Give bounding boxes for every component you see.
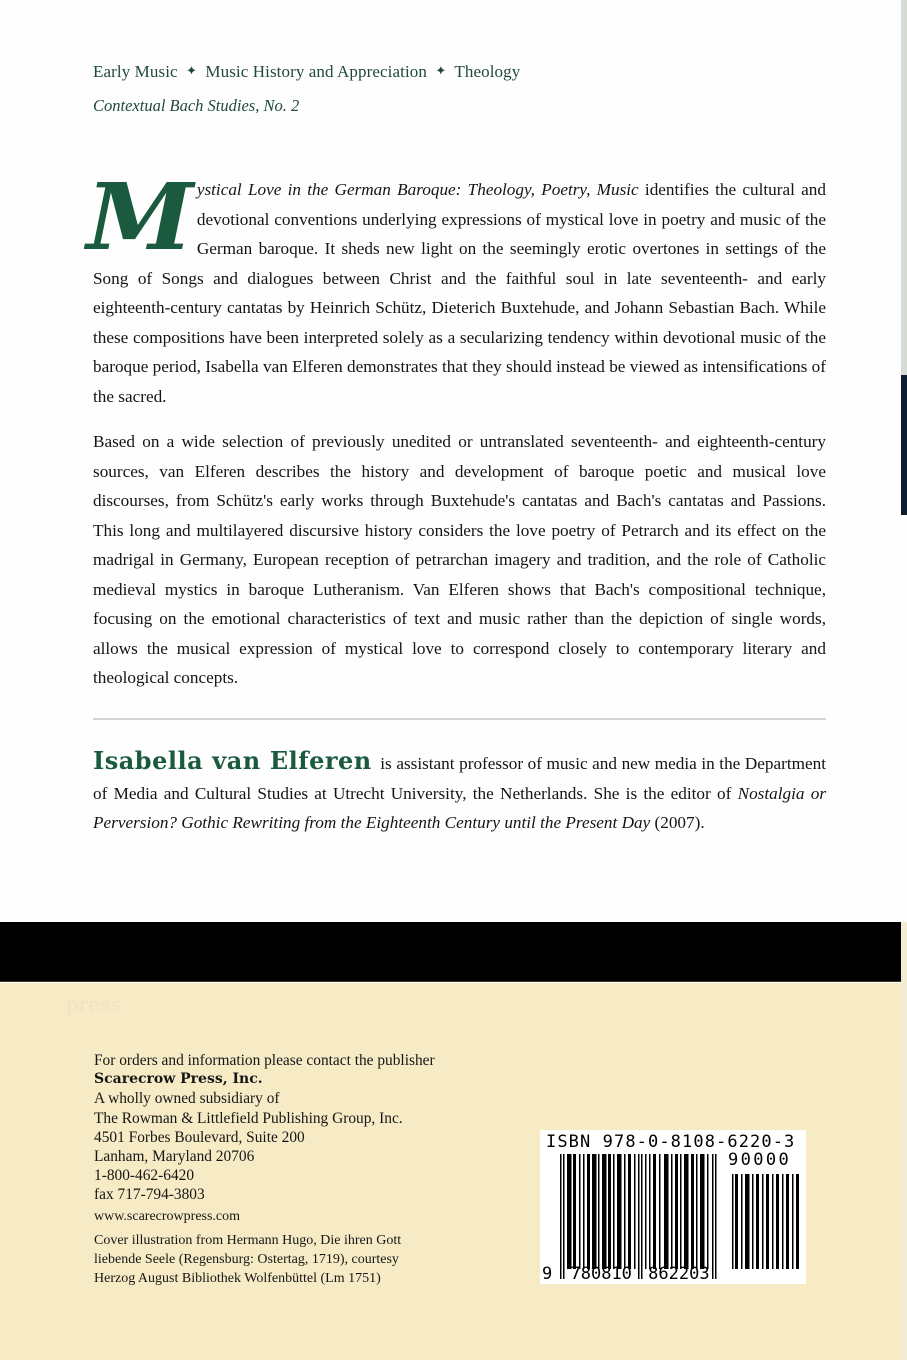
star-separator-icon: ✦ — [186, 63, 198, 78]
isbn-barcode — [540, 1130, 806, 1284]
description-paragraph-1 — [86, 163, 826, 411]
isbn-label: ISBN 978-0-8108-6220-3 — [546, 1132, 796, 1152]
credit-line-3: Herzog August Bibliothek Wolfenbüttel (Lm 1751) — [94, 1271, 381, 1286]
divider — [93, 718, 826, 720]
edge-strip-cream — [901, 922, 907, 1360]
subsidiary-line: A wholly owned subsidiary of — [94, 1090, 280, 1108]
address-line-2: Lanham, Maryland 20706 — [94, 1148, 255, 1166]
bio-year: (2007). — [650, 813, 705, 832]
edited-book-title: Nostalgia or Perversion? Gothic Rewriting from the Eighteenth Century until the Present Day — [93, 783, 827, 832]
address-line-1: 4501 Forbes Boulevard, Suite 200 — [94, 1128, 305, 1146]
black-band — [0, 922, 901, 982]
author-name: Isabella van Elferen — [93, 746, 372, 775]
series-title: Contextual Bach Studies, No. 2 — [93, 96, 300, 115]
description-text: identifies the cultural and devotional conventions underlying expressions of mystical love in poetry and music of the German baroque. It sheds new light on the seemingly erotic overtones in settings of the Song of Songs and dialogues between Christ and the faithful soul in late seventeenth- and early eighteenth-century cantatas by Heinrich Schütz, Dieterich Buxtehude, and Johann Sebastian Bach. While these compositions have been interpreted solely as a secularizing tendency within devotional music of the baroque period, Isabella van Elferen demonstrates that they should instead be viewed as intensifications of the sacred. — [93, 180, 826, 406]
author-bio — [93, 746, 826, 838]
category-music-history: Music History and Appreciation — [205, 62, 427, 81]
ean-digits — [542, 1264, 710, 1284]
ean-right-group: 862203 — [648, 1264, 710, 1284]
phone-number: 1-800-462-6420 — [94, 1167, 195, 1185]
credit-line-1: Cover illustration from Hermann Hugo, Die ihren Gott — [94, 1233, 402, 1248]
drop-cap: M — [86, 163, 194, 271]
price-addon-code: 90000 — [728, 1150, 792, 1170]
bio-text: is assistant professor of music and new media in the Department of Media and Cultural Studies at Utrecht University, the Netherlands. She is the editor of — [93, 754, 826, 803]
parent-company: The Rowman & Littlefield Publishing Group, Inc. — [94, 1109, 403, 1127]
publisher-name: Scarecrow Press, Inc. — [94, 1071, 263, 1088]
publisher-contact — [94, 1051, 435, 1226]
series-categories — [93, 62, 520, 82]
category-theology: Theology — [454, 62, 521, 81]
star-separator-icon: ✦ — [435, 63, 447, 78]
cover-credit — [94, 1231, 401, 1288]
ean-first-digit: 9 — [542, 1264, 553, 1284]
ghost-mark: press — [66, 992, 121, 1016]
edge-strip-light — [901, 0, 907, 375]
description-paragraph-2: Based on a wide selection of previously unedited or untranslated seventeenth- and eighteenth-century sources, van Elferen describes the history and development of baroque poetic and musical love discourses, from Schütz's early works through Buxtehude's cantatas and Bach's cantatas and Passions. This long and multilayered discursive history considers the love poetry of Petrarch and its effect on the madrigal in Germany, European reception of petrarchan imagery and tradition, and the role of Catholic medieval mystics in baroque Lutheranism. Van Elferen shows that Bach's compositional technique, focusing on the emotional characteristics of text and music rather than the depiction of single words, allows the musical expression of mystical love to correspond closely to contemporary literary and theological concepts. — [93, 432, 826, 687]
ean-left-group: 780810 — [570, 1264, 632, 1284]
book-title: ystical Love in the German Baroque: Theology, Poetry, Music — [196, 180, 639, 199]
website-link[interactable]: www.scarecrowpress.com — [94, 1208, 241, 1224]
credit-line-2: liebende Seele (Regensburg: Ostertag, 1719), courtesy — [94, 1252, 399, 1267]
category-early-music: Early Music — [93, 62, 178, 81]
edge-strip-dark — [901, 375, 907, 515]
fax-number: fax 717-794-3803 — [94, 1186, 205, 1204]
contact-intro: For orders and information please contact the publisher — [94, 1052, 435, 1069]
